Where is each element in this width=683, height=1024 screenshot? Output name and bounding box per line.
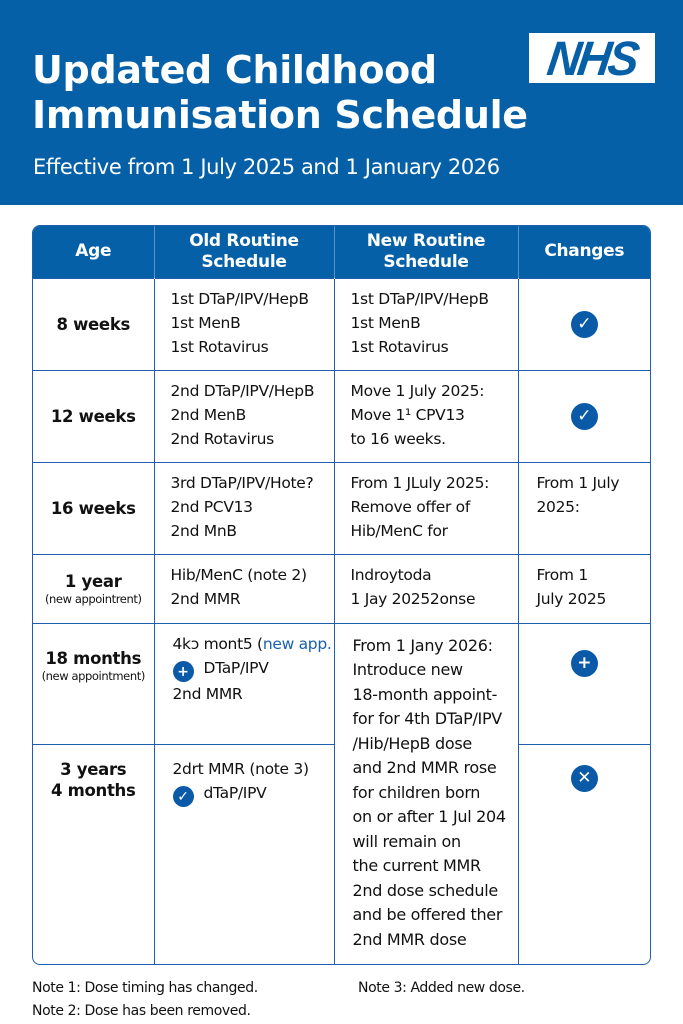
- header-text: Schedule: [383, 251, 469, 272]
- vaccine-item: 2nd DTaP/IPV/HepB: [170, 381, 315, 400]
- schedule-text: on or after 1 Jul 204: [352, 807, 506, 826]
- check-circle-icon: ✓: [571, 311, 598, 338]
- old-schedule-cell: [154, 462, 334, 554]
- vaccine-item: 1st Rotavirus: [350, 337, 449, 356]
- vaccine-item: [173, 781, 324, 808]
- vaccine-item: to 16 weeks.: [350, 429, 446, 448]
- title-line-2: Immunisation Schedule: [32, 93, 528, 137]
- vaccine-item: 3rd DTaP/IPV/Hote?: [170, 473, 314, 492]
- vaccine-item: 2nd PCV13: [170, 497, 253, 516]
- change-text: July 2025: [536, 589, 607, 608]
- notes-right: [358, 977, 525, 1000]
- check-circle-icon: ✓: [173, 786, 194, 807]
- new-appointment-highlight: new app.: [262, 634, 332, 653]
- schedule-text: for for 4th DTaP/IPV: [352, 709, 502, 728]
- changes-cell: [518, 554, 650, 623]
- header-text: New Routine: [366, 230, 486, 251]
- column-header-age: [33, 226, 154, 278]
- age-cell: [33, 623, 154, 744]
- schedule-text: 18-month appoint-: [352, 684, 498, 704]
- change-text: From 1 July: [536, 473, 620, 492]
- old-schedule-cell: [154, 278, 334, 370]
- table-header-row: [33, 226, 650, 278]
- change-text: From 1: [536, 565, 588, 584]
- table-row-1-year: [33, 554, 650, 623]
- schedule-text: for children born: [352, 782, 481, 802]
- table-row-18-months: [33, 623, 650, 744]
- changes-cell: [518, 278, 650, 370]
- changes-cell: [518, 744, 650, 965]
- vaccine-item: Indroytoda: [350, 565, 432, 584]
- vaccine-item: [173, 656, 324, 683]
- column-header-new: [334, 226, 518, 278]
- vaccine-text: 4kɔ mont5 (: [172, 634, 263, 653]
- schedule-text: /Hib/HepB dose: [352, 733, 472, 753]
- vaccine-text: DTaP/IPV: [203, 658, 269, 677]
- schedule-text: 2nd MMR dose: [352, 929, 467, 949]
- schedule-text: From 1 Jany 2026:: [352, 635, 493, 655]
- nhs-logo-text: NHS: [544, 30, 640, 86]
- changes-cell: [518, 462, 650, 554]
- vaccine-item: Hib/MenC for: [350, 521, 448, 540]
- age-cell: [33, 278, 154, 370]
- note-2: Note 2: Dose has been removed.: [32, 1003, 251, 1019]
- age-note: (new appointrent): [44, 592, 142, 606]
- new-schedule-merged-cell: [334, 623, 518, 965]
- change-text: 2025:: [536, 497, 580, 516]
- vaccine-item: 1st DTaP/IPV/HepB: [350, 289, 489, 308]
- age-label: 1 year: [64, 572, 122, 591]
- age-label: 4 months: [50, 780, 136, 800]
- new-schedule-cell: [334, 462, 518, 554]
- page-subtitle: Effective from 1 July 2025 and 1 January 2026: [33, 155, 500, 179]
- old-schedule-cell: [154, 623, 334, 744]
- changes-cell: [518, 370, 650, 462]
- age-label: 3 years: [60, 759, 127, 779]
- vaccine-item: Move 1 July 2025:: [350, 381, 485, 400]
- header-text: Changes: [544, 241, 625, 262]
- age-label: 8 weeks: [56, 314, 131, 334]
- vaccine-item: Move 1¹ CPV13: [350, 405, 465, 424]
- schedule-text: 2nd dose schedule: [352, 880, 498, 900]
- notes-left: [32, 977, 258, 1023]
- header-text: Old Routine: [189, 230, 299, 251]
- schedule-text: and be offered ther: [352, 905, 503, 924]
- header-text: Schedule: [201, 251, 287, 272]
- check-circle-icon: ✓: [571, 403, 598, 430]
- age-cell: [33, 370, 154, 462]
- vaccine-item: 2nd MMR: [172, 685, 243, 703]
- column-header-old: [154, 226, 334, 278]
- old-schedule-cell: [154, 370, 334, 462]
- vaccine-item: 1 Jay 20252onse: [350, 589, 476, 608]
- vaccine-item: 2nd MenB: [170, 405, 246, 424]
- age-cell: [33, 462, 154, 554]
- old-schedule-cell: [154, 554, 334, 623]
- note-3: Note 3: Added new dose.: [358, 980, 525, 996]
- new-schedule-cell: [334, 370, 518, 462]
- vaccine-item: Remove offer of: [350, 497, 471, 516]
- age-note: (new appointment): [41, 668, 145, 683]
- new-schedule-cell: [334, 554, 518, 623]
- age-cell: [33, 554, 154, 623]
- old-schedule-cell: [154, 744, 334, 965]
- vaccine-item: Hib/MenC (note 2): [170, 565, 307, 584]
- vaccine-item: 1st Rotavirus: [170, 337, 269, 356]
- header-banner: [0, 0, 683, 205]
- schedule-text: and 2nd MMR rose: [352, 758, 497, 777]
- changes-cell: [518, 623, 650, 744]
- header-text: Age: [75, 241, 112, 262]
- age-cell: [33, 744, 154, 965]
- vaccine-text: dTaP/IPV: [203, 783, 267, 802]
- vaccine-item: 2nd MnB: [170, 521, 237, 540]
- title-line-1: Updated Childhood: [32, 48, 437, 92]
- close-circle-icon: ✕: [571, 765, 598, 792]
- schedule-text: the current MMR: [352, 856, 481, 875]
- page-title: [32, 48, 528, 138]
- vaccine-item: 2nd MMR: [170, 589, 241, 608]
- vaccine-item: From 1 JLuly 2025:: [350, 473, 490, 492]
- column-header-changes: [518, 226, 650, 278]
- note-1: Note 1: Dose timing has changed.: [32, 980, 258, 996]
- table-row-8-weeks: [33, 278, 650, 370]
- vaccine-item: 2drt MMR (note 3): [172, 759, 309, 778]
- nhs-logo: [529, 30, 655, 86]
- vaccine-item: 1st MenB: [350, 313, 421, 332]
- plus-circle-icon: +: [173, 661, 194, 682]
- vaccine-item: 2nd Rotavirus: [170, 429, 274, 448]
- schedule-table: [32, 225, 651, 965]
- age-label: 18 months: [45, 648, 142, 668]
- age-label: 12 weeks: [50, 406, 136, 426]
- plus-circle-icon: +: [571, 650, 598, 677]
- vaccine-item: 1st DTaP/IPV/HepB: [170, 289, 309, 308]
- age-label: 16 weeks: [50, 498, 136, 518]
- new-schedule-cell: [334, 278, 518, 370]
- schedule-text: will remain on: [352, 831, 461, 851]
- vaccine-item: 1st MenB: [170, 313, 241, 332]
- vaccine-item: [172, 632, 332, 656]
- schedule-text: Introduce new: [352, 660, 463, 679]
- table-row-12-weeks: [33, 370, 650, 462]
- table-row-16-weeks: [33, 462, 650, 554]
